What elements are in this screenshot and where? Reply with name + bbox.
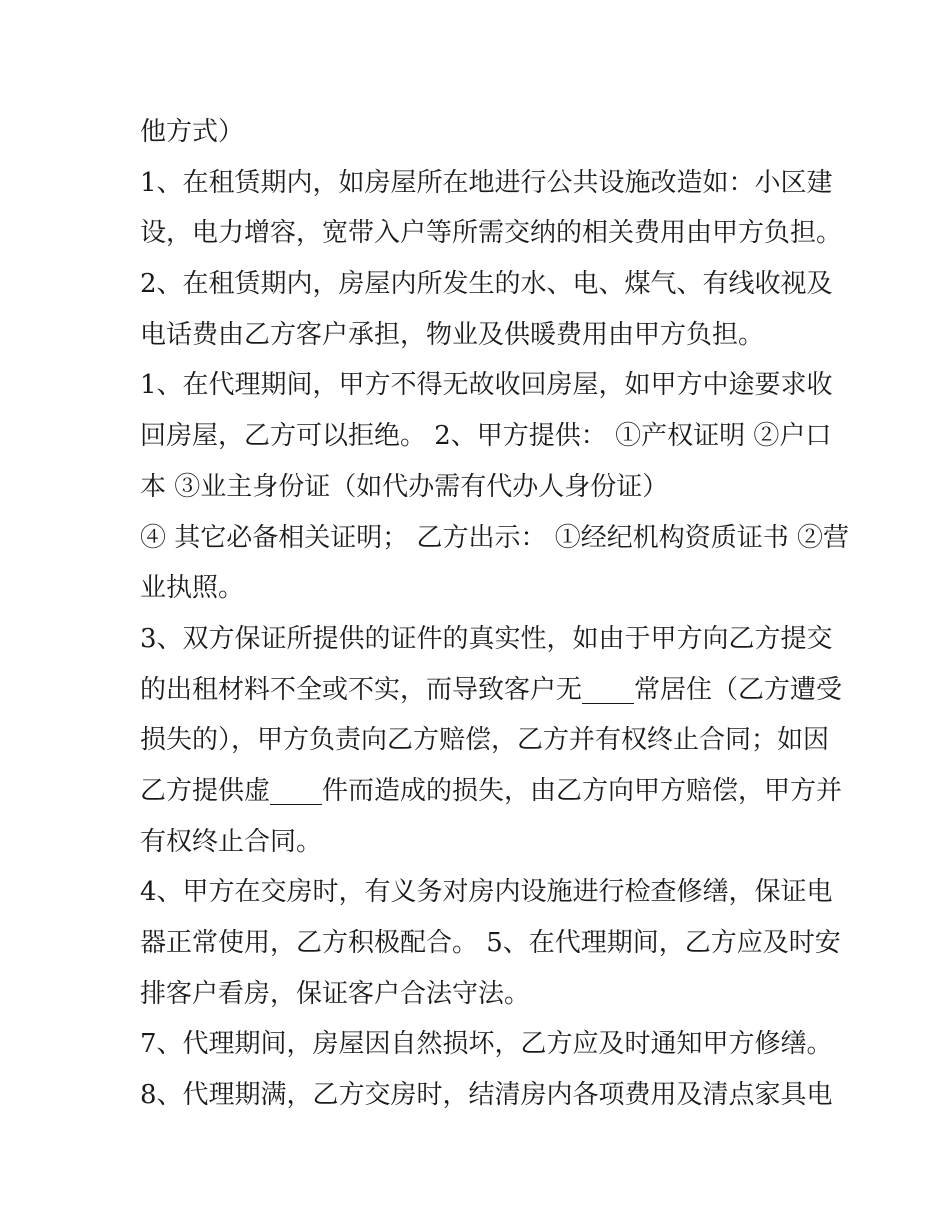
text-line: 8、代理期满，乙方交房时，结清房内各项费用及清点家具电 bbox=[140, 1080, 833, 1111]
text-line: 的出租材料不全或不实，而导致客户无____常居住（乙方遭受 bbox=[140, 674, 843, 705]
text-line: 损失的），甲方负责向乙方赔偿，乙方并有权终止合同；如因 bbox=[140, 725, 830, 756]
text-line: 本 ③业主身份证（如代办需有代办人身份证） bbox=[140, 471, 669, 502]
text-line: ④ 其它必备相关证明； 乙方出示： ①经纪机构资质证书 ②营 bbox=[140, 522, 850, 553]
text-line: 1、在代理期间，甲方不得无故收回房屋，如甲方中途要求收 bbox=[140, 370, 833, 401]
text-line: 业执照。 bbox=[140, 573, 245, 604]
text-line: 电话费由乙方客户承担，物业及供暖费用由甲方负担。 bbox=[140, 319, 765, 350]
text-line: 排客户看房，保证客户合法守法。 bbox=[140, 978, 531, 1009]
text-line: 设，电力增容，宽带入户等所需交纳的相关费用由甲方负担。 bbox=[140, 218, 843, 249]
text-line: 4、甲方在交房时，有义务对房内设施进行检查修缮，保证电 bbox=[140, 877, 833, 908]
text-line: 3、双方保证所提供的证件的真实性，如由于甲方向乙方提交 bbox=[140, 623, 833, 654]
text-line: 他方式） bbox=[140, 117, 245, 147]
text-line: 2、在租赁期内，房屋内所发生的水、电、煤气、有线收视及 bbox=[140, 269, 833, 300]
text-line: 乙方提供虚____件而造成的损失，由乙方向甲方赔偿，甲方并 bbox=[140, 775, 843, 806]
text-line: 1、在租赁期内，如房屋所在地进行公共设施改造如：小区建 bbox=[140, 167, 833, 198]
document-body bbox=[140, 107, 850, 1121]
text-line: 回房屋，乙方可以拒绝。 2、甲方提供： ①产权证明 ②户口 bbox=[140, 421, 832, 452]
text-line: 器正常使用，乙方积极配合。 5、在代理期间，乙方应及时安 bbox=[140, 928, 841, 958]
text-line: 7、代理期间，房屋因自然损坏，乙方应及时通知甲方修缮。 bbox=[140, 1029, 833, 1060]
text-line: 有权终止合同。 bbox=[140, 826, 323, 857]
